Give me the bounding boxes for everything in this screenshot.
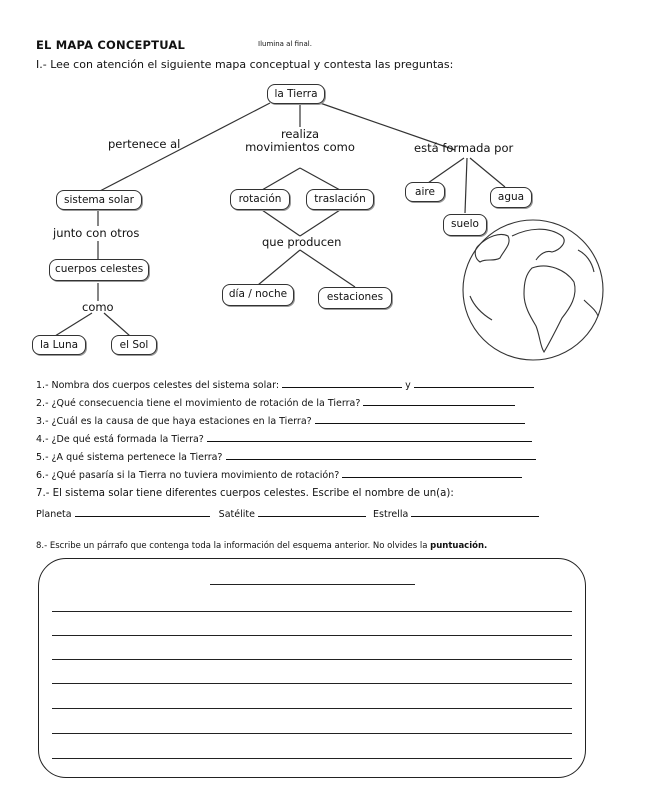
writing-line[interactable]	[52, 659, 572, 660]
answer-line-1a[interactable]	[282, 378, 402, 388]
link-como: como	[82, 300, 114, 314]
writing-line[interactable]	[52, 635, 572, 636]
answer-line-4[interactable]	[207, 432, 532, 442]
illuminate-note: Ilumina al final.	[258, 40, 312, 48]
page-title: EL MAPA CONCEPTUAL	[36, 38, 186, 52]
answer-line-2[interactable]	[363, 396, 515, 406]
link-junto-con-otros: junto con otros	[53, 226, 140, 240]
link-esta-formada-por: está formada por	[414, 141, 514, 155]
question-3: 3.- ¿Cuál es la causa de que haya estaciones en la Tierra?	[36, 414, 525, 427]
node-la-luna: la Luna	[32, 335, 86, 355]
node-sistema-solar: sistema solar	[56, 190, 142, 210]
answer-line-3[interactable]	[315, 414, 525, 424]
node-agua: agua	[490, 187, 532, 208]
link-realiza-movimientos: realiza movimientos como	[245, 127, 355, 154]
question-2: 2.- ¿Qué consecuencia tiene el movimiento de rotación de la Tierra?	[36, 396, 515, 409]
node-dia-noche: día / noche	[222, 284, 294, 306]
node-traslacion: traslación	[306, 189, 374, 210]
question-1: 1.- Nombra dos cuerpos celestes del sistema solar: y	[36, 378, 534, 391]
node-el-sol: el Sol	[111, 335, 157, 355]
question-8: 8.- Escribe un párrafo que contenga toda la información del esquema anterior. No olvides la puntuación.	[36, 541, 488, 551]
answer-line-satelite[interactable]	[258, 507, 366, 517]
writing-line[interactable]	[52, 683, 572, 684]
node-estaciones: estaciones	[318, 287, 392, 309]
question-4: 4.- ¿De qué está formada la Tierra?	[36, 432, 532, 445]
question-5: 5.- ¿A qué sistema pertenece la Tierra?	[36, 450, 536, 463]
node-cuerpos-celestes: cuerpos celestes	[49, 259, 149, 281]
answer-line-planeta[interactable]	[75, 507, 210, 517]
paragraph-writing-box[interactable]	[38, 558, 586, 778]
writing-line[interactable]	[52, 708, 572, 709]
node-rotacion: rotación	[230, 189, 290, 210]
instruction-text: I.- Lee con atención el siguiente mapa conceptual y contesta las preguntas:	[36, 58, 454, 71]
answer-line-estrella[interactable]	[411, 507, 539, 517]
writing-line[interactable]	[52, 611, 572, 612]
link-pertenece-al: pertenece al	[108, 137, 181, 151]
node-suelo: suelo	[443, 214, 487, 236]
question-6: 6.- ¿Qué pasaría si la Tierra no tuviera movimiento de rotación?	[36, 468, 522, 481]
question-7: 7.- El sistema solar tiene diferentes cuerpos celestes. Escribe el nombre de un(a):	[36, 488, 454, 499]
writing-line[interactable]	[52, 733, 572, 734]
node-aire: aire	[405, 182, 445, 202]
answer-line-6[interactable]	[342, 468, 522, 478]
answer-line-5[interactable]	[226, 450, 536, 460]
question-7-answers: Planeta Satélite Estrella	[36, 507, 539, 520]
writing-line[interactable]	[52, 758, 572, 759]
earth-globe	[463, 220, 603, 360]
node-la-tierra: la Tierra	[267, 84, 325, 104]
answer-line-1b[interactable]	[414, 378, 534, 388]
writing-title-line[interactable]	[210, 584, 415, 585]
link-que-producen: que producen	[262, 235, 342, 249]
